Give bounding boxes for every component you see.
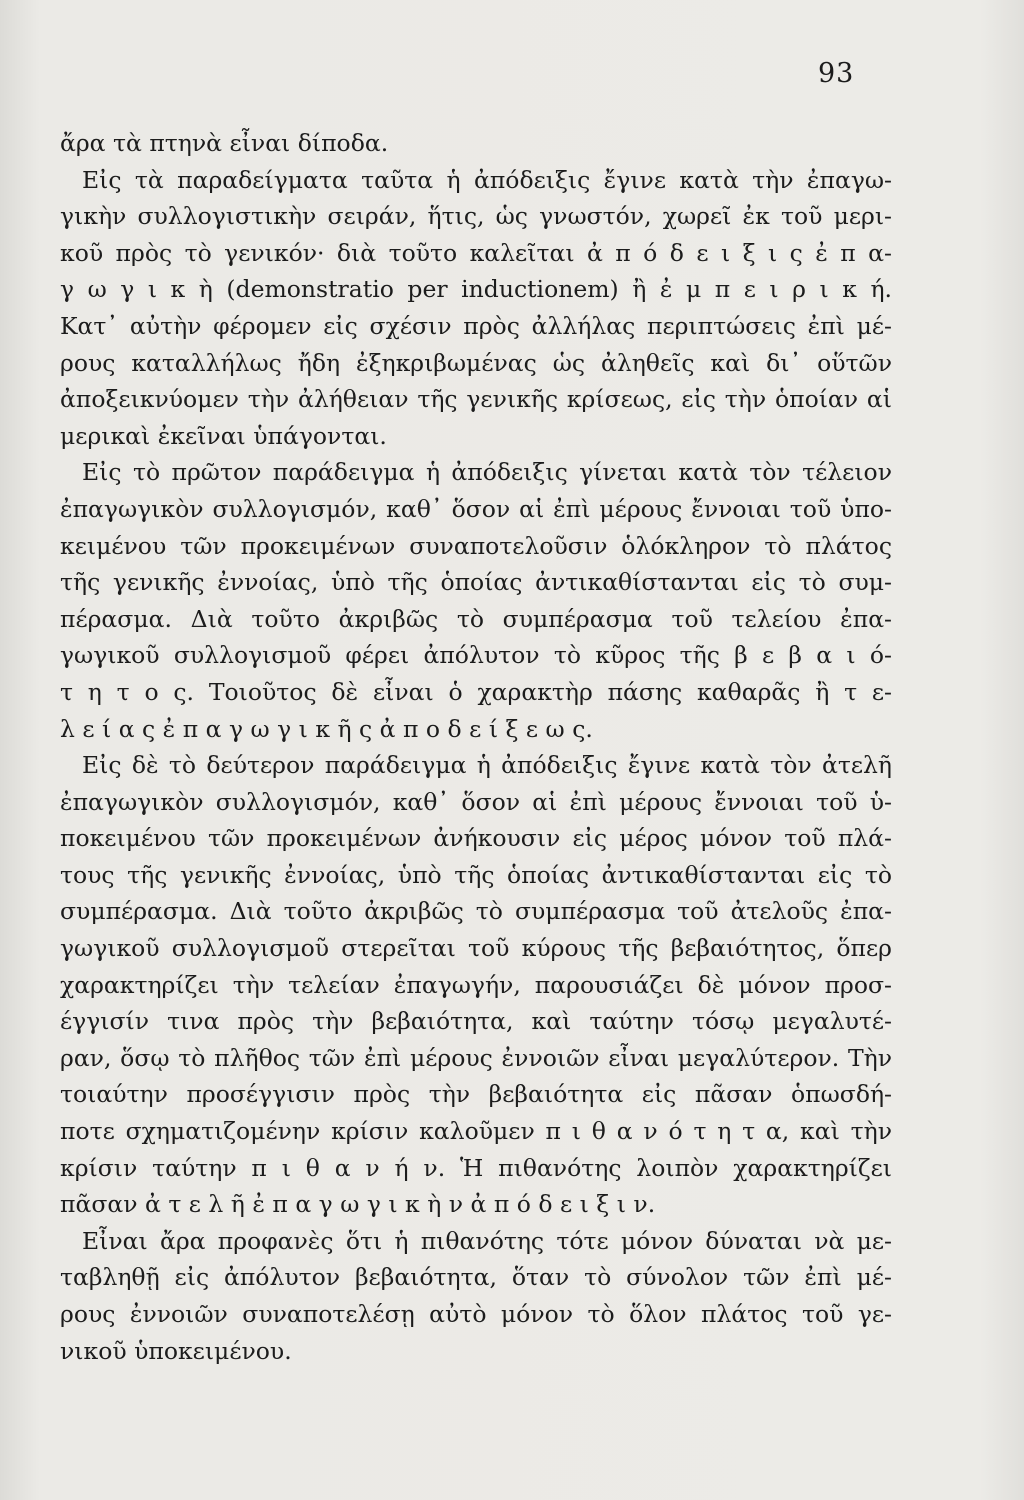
text-line: νικοῦ ὑποκειμένου. xyxy=(60,1336,292,1365)
text-line: τους τῆς γενικῆς ἐννοίας, ὑπὸ τῆς ὁποίας ἀντικαθίστανται εἰς τὸ xyxy=(60,860,892,889)
text-line: κειμένου τῶν προκειμένων συναποτελοῦσιν ὁλόκληρον τὸ πλάτος xyxy=(60,531,892,560)
text-line: ἀποξεικνύομεν τὴν ἀλήθειαν τῆς γενικῆς κρίσεως, εἰς τὴν ὁποίαν αἱ xyxy=(60,385,892,414)
text-line: πέρασμα. Διὰ τοῦτο ἀκριβῶς τὸ συμπέρασμα τοῦ τελείου ἐπα- xyxy=(60,604,892,633)
text-line: λ ε ί α ς ἐ π α γ ω γ ι κ ῆ ς ἀ π ο δ ε ί ξ ε ω ς. xyxy=(60,714,593,743)
text-line: τοιαύτην προσέγγισιν πρὸς τὴν βεβαιότητα εἰς πᾶσαν ὁπωσδή- xyxy=(60,1080,892,1109)
text-line: ποκειμένου τῶν προκειμένων ἀνήκουσιν εἰς μέρος μόνον τοῦ πλά- xyxy=(60,824,892,853)
text-line: μερικαὶ ἐκεῖναι ὑπάγονται. xyxy=(60,421,387,450)
text-line: Κατ᾽ αὐτὴν φέρομεν εἰς σχέσιν πρὸς ἀλλήλας περιπτώσεις ἐπὶ μέ- xyxy=(60,311,892,340)
text-line: έγγισίν τινα πρὸς τὴν βεβαιότητα, καὶ ταύτην τόσῳ μεγαλυτέ- xyxy=(60,1007,892,1036)
text-line: ἐπαγωγικὸν συλλογισμόν, καθ᾽ ὅσον αἱ ἐπὶ μέρους ἔννοιαι τοῦ ὑ- xyxy=(60,787,892,816)
text-line: τ η τ ο ς. Τοιοῦτος δὲ εἶναι ὁ χαρακτὴρ πάσης καθαρᾶς ἢ τ ε- xyxy=(60,677,892,706)
body-text xyxy=(60,125,892,1369)
text-line: κοῦ πρὸς τὸ γενικόν· διὰ τοῦτο καλεῖται ἀ π ό δ ε ι ξ ι ς ἐ π α- xyxy=(60,238,892,267)
text-line: κρίσιν ταύτην π ι θ α ν ή ν. Ἡ πιθανότης λοιπὸν χαρακτηρίζει xyxy=(60,1153,892,1182)
text-line: ἄρα τὰ πτηνὰ εἶναι δίποδα. xyxy=(60,129,389,157)
text-line: ποτε σχηματιζομένην κρίσιν καλοῦμεν π ι θ α ν ό τ η τ α, καὶ τὴν xyxy=(60,1117,892,1146)
text-line: γωγικοῦ συλλογισμοῦ φέρει ἀπόλυτον τὸ κῦρος τῆς β ε β α ι ό- xyxy=(60,641,892,670)
text-line: ταβληθῇ εἰς ἀπόλυτον βεβαιότητα, ὅταν τὸ σύνολον τῶν ἐπὶ μέ- xyxy=(60,1263,892,1292)
text-line: γικὴν συλλογιστικὴν σειράν, ἥτις, ὡς γνωστόν, χωρεῖ ἐκ τοῦ μερι- xyxy=(60,202,892,231)
text-line: πᾶσαν ἀ τ ε λ ῆ ἐ π α γ ω γ ι κ ὴ ν ἀ π ό δ ε ι ξ ι ν. xyxy=(60,1190,656,1219)
page-number: 93 xyxy=(818,58,855,89)
text-line: τῆς γενικῆς ἐννοίας, ὑπὸ τῆς ὁποίας ἀντικαθίστανται εἰς τὸ συμ- xyxy=(60,568,892,597)
text-line: χαρακτηρίζει τὴν τελείαν ἐπαγωγήν, παρουσιάζει δὲ μόνον προσ- xyxy=(60,970,892,999)
text-line: Εἶναι ἄρα προφανὲς ὅτι ἡ πιθανότης τότε μόνον δύναται νὰ με- xyxy=(82,1226,892,1255)
text-line: ραν, ὅσῳ τὸ πλῆθος τῶν ἐπὶ μέρους ἐννοιῶν εἶναι μεγαλύτερον. Τὴν xyxy=(60,1043,892,1072)
text-line: γωγικοῦ συλλογισμοῦ στερεῖται τοῦ κύρους τῆς βεβαιότητος, ὅπερ xyxy=(60,934,892,963)
text-line: ρους καταλλήλως ἤδη ἐξηκριβωμένας ὡς ἀληθεῖς καὶ δι᾽ οὕτῶν xyxy=(60,348,892,377)
text-line: ρους ἐννοιῶν συναποτελέσῃ αὐτὸ μόνον τὸ ὅλον πλάτος τοῦ γε- xyxy=(60,1300,892,1328)
text-line: Εἰς τὸ πρῶτον παράδειγμα ἡ ἀπόδειξις γίνεται κατὰ τὸν τέλειον xyxy=(82,458,892,487)
text-line: Εἰς δὲ τὸ δεύτερον παράδειγμα ἡ ἀπόδειξις ἔγινε κατὰ τὸν ἀτελῆ xyxy=(82,751,892,780)
text-line: γ ω γ ι κ ὴ (demonstratio per inductionem) ἢ ἐ μ π ε ι ρ ι κ ή. xyxy=(60,275,892,304)
text-line: Εἰς τὰ παραδείγματα ταῦτα ἡ ἀπόδειξις ἔγινε κατὰ τὴν ἐπαγω- xyxy=(82,165,892,194)
text-line: ἐπαγωγικὸν συλλογισμόν, καθ᾽ ὅσον αἱ ἐπὶ μέρους ἔννοιαι τοῦ ὑπο- xyxy=(60,494,892,523)
text-line: συμπέρασμα. Διὰ τοῦτο ἀκριβῶς τὸ συμπέρασμα τοῦ ἀτελοῦς ἐπα- xyxy=(60,897,892,926)
